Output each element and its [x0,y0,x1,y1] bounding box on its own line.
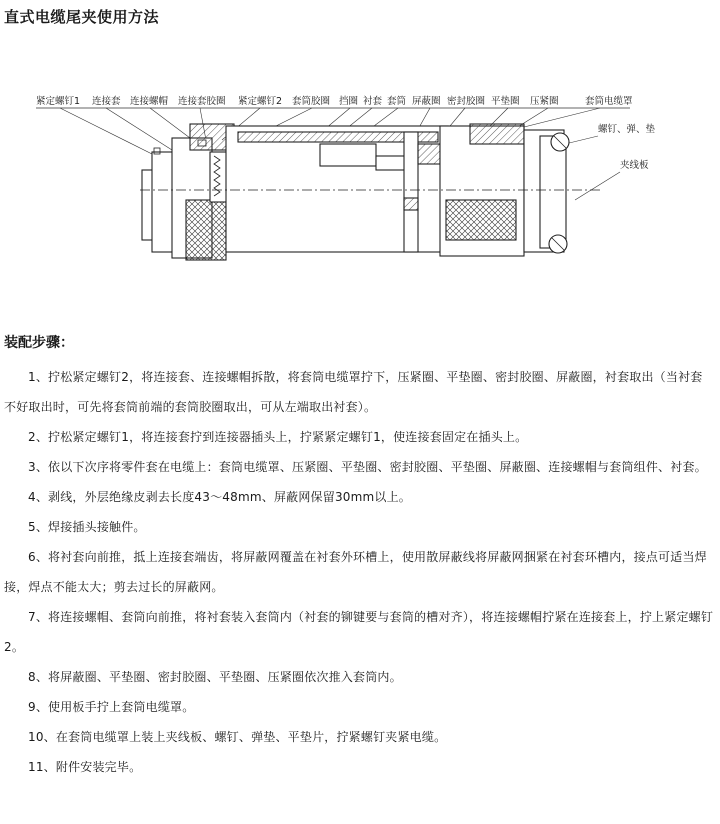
step-3: 3、依以下次序将零件套在电缆上：套筒电缆罩、压紧圈、平垫圈、密封胶圈、平垫圈、屏蔽圈、连接螺帽与套筒组件、衬套。 [28,460,707,474]
label-seal-ring: 密封胶圈 [447,96,486,107]
step-1: 1、拧松紧定螺钉2，将连接套、连接螺帽拆散，将套筒电缆罩拧下，压紧圈、平垫圈、密封胶圈、屏蔽圈，衬套取出（当衬套不好取出时，可先将套筒前端的套筒胶圈取出，可从左端取出衬套）。 [4,370,703,414]
label-cable-cover: 套筒电缆罩 [585,96,633,107]
label-barrel-rubber-ring: 套筒胶圈 [292,96,331,107]
assembly-steps-list [4,362,714,782]
document-title: 直式电缆尾夹使用方法 [4,8,160,26]
label-bushing: 衬套 [363,96,383,107]
assembly-steps-title: 装配步骤： [4,335,74,351]
step-7: 7、将连接螺帽、套筒向前推，将衬套装入套筒内（衬套的铆键要与套筒的槽对齐），将连接螺帽拧紧在连接套上，拧上紧定螺钉2。 [4,610,714,654]
label-compression-ring: 压紧圈 [530,96,559,107]
step-11: 11、附件安装完毕。 [28,760,142,774]
step-10: 10、在套筒电缆罩上装上夹线板、螺钉、弹垫、平垫片，拧紧螺钉夹紧电缆。 [28,730,447,744]
step-2: 2、拧松紧定螺钉1，将连接套拧到连接器插头上，拧紧紧定螺钉1，使连接套固定在插头上。 [28,430,528,444]
label-set-screw-1: 紧定螺钉1 [36,96,81,107]
label-clamp-plate: 夹线板 [620,160,649,171]
step-9: 9、使用板手拧上套筒电缆罩。 [28,700,195,714]
step-8: 8、将屏蔽圈、平垫圈、密封胶圈、平垫圈、压紧圈依次推入套筒内。 [28,670,402,684]
step-4: 4、剥线，外层绝缘皮剥去长度43～48mm、屏蔽网保留30mm以上。 [28,490,412,504]
label-retaining-ring: 挡圈 [339,96,359,107]
label-sleeve-rubber-ring: 连接套胶圈 [178,96,226,107]
label-shield-ring: 屏蔽圈 [412,96,441,107]
step-5: 5、焊接插头接触件。 [28,520,146,534]
label-barrel: 套筒 [387,96,407,107]
label-connecting-sleeve: 连接套 [92,96,121,107]
label-flat-washer: 平垫圈 [491,96,520,107]
label-connecting-nut: 连接螺帽 [130,96,169,107]
label-set-screw-2: 紧定螺钉2 [238,96,283,107]
step-6: 6、将衬套向前推，抵上连接套端齿，将屏蔽网覆盖在衬套外环槽上，使用散屏蔽线将屏蔽网捆紧在衬套环槽内，接点可适当焊接，焊点不能太大；剪去过长的屏蔽网。 [4,550,707,594]
label-screws-washers: 螺钉、弹、垫 [598,124,656,135]
connector-diagram [0,60,720,300]
